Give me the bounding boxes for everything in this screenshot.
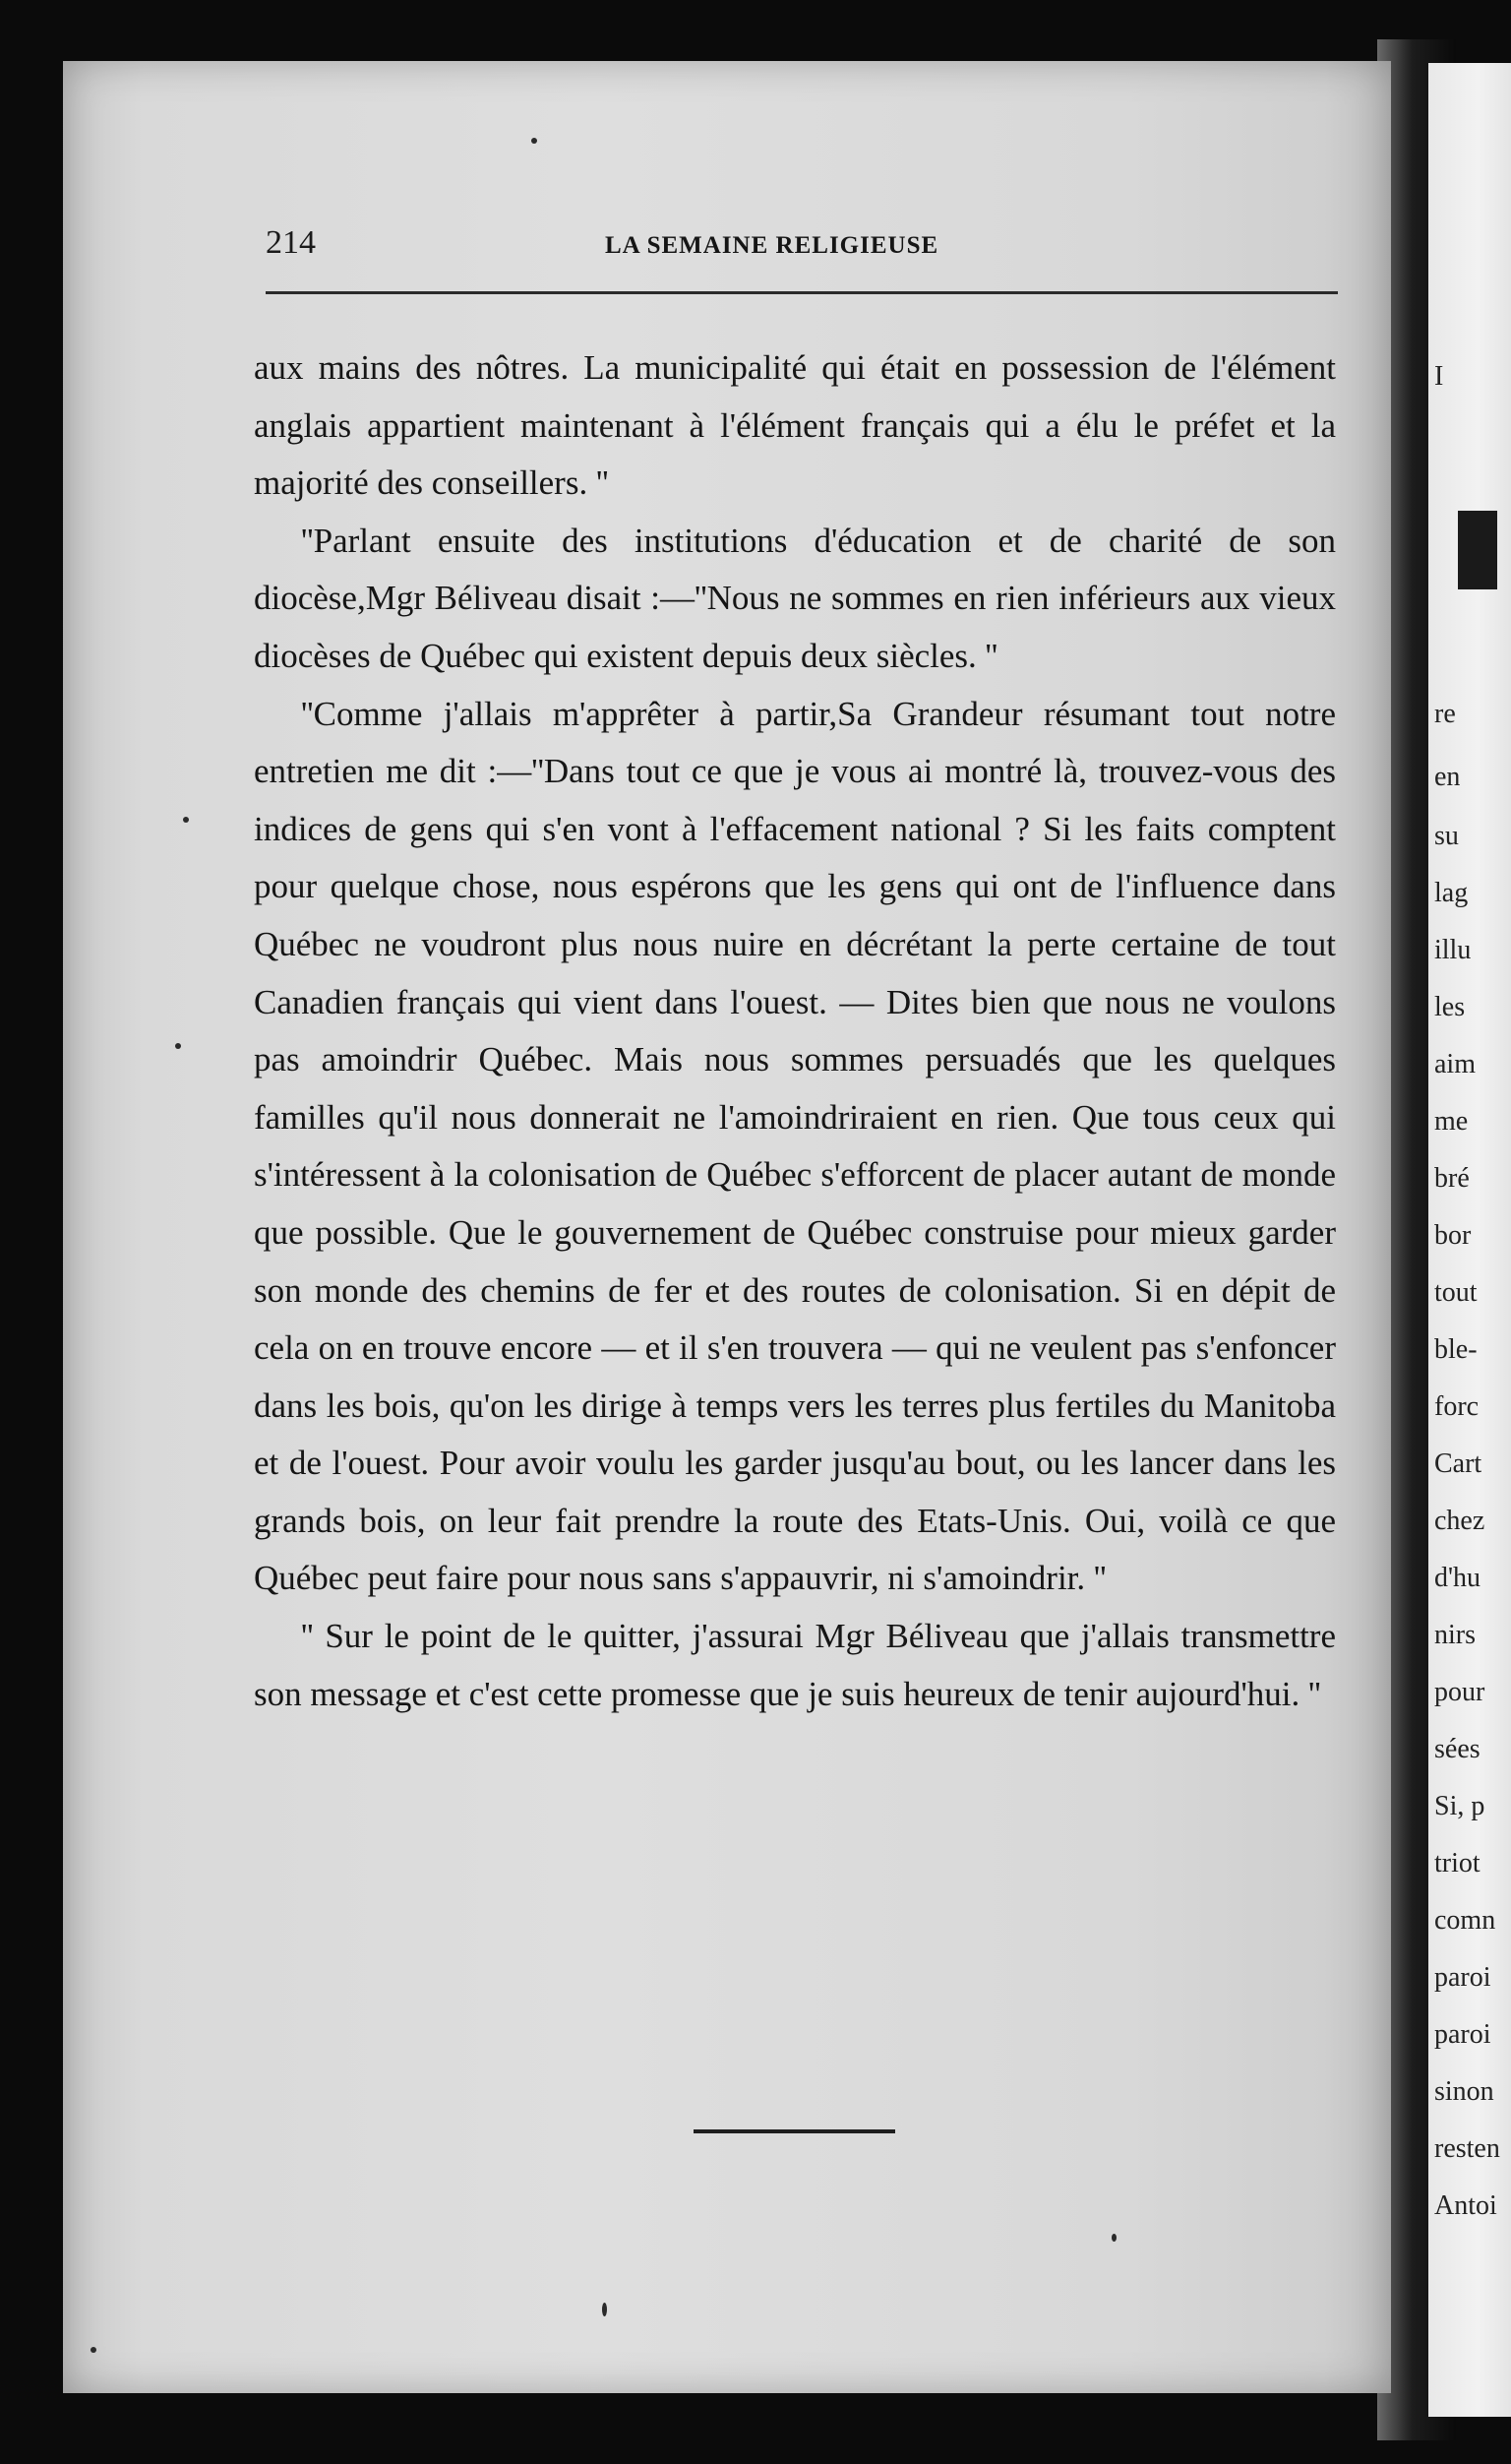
adjacent-fragment: sinon: [1434, 2076, 1494, 2107]
adjacent-fragment: re: [1434, 699, 1456, 729]
adjacent-fragment: aim: [1434, 1049, 1476, 1079]
paragraph: ''Parlant ensuite des institutions d'éducation et de charité de son diocèse,Mgr Béliveau disait :—''Nous ne sommes en rien inférieurs aux vieux diocèses de Québec qui existent depuis deux siècles. '': [254, 521, 1336, 675]
adjacent-fragment: bor: [1434, 1220, 1472, 1251]
adjacent-fragment: su: [1434, 821, 1459, 851]
adjacent-fragment: nirs: [1434, 1620, 1476, 1650]
paragraph: aux mains des nôtres. La municipalité qui était en possession de l'élément anglais appartient maintenant à l'élément français qui a élu le préfet et la majorité des conseillers. '': [254, 348, 1336, 503]
scan-speck: [1112, 2234, 1117, 2242]
body-text: [254, 339, 1336, 1723]
adjacent-fragment: illu: [1434, 935, 1472, 965]
adjacent-fragment: les: [1434, 992, 1466, 1022]
adjacent-fragment: pour: [1434, 1677, 1485, 1707]
end-rule: [694, 2129, 895, 2133]
adjacent-fragment: lag: [1434, 878, 1469, 908]
adjacent-fragment: me: [1434, 1106, 1469, 1137]
adjacent-fragment: comn: [1434, 1905, 1496, 1936]
adjacent-fragment: chez: [1434, 1506, 1485, 1536]
adjacent-fragment: forc: [1434, 1391, 1480, 1422]
running-header: [266, 224, 1338, 264]
adjacent-fragment: Cart: [1434, 1448, 1482, 1479]
scan-speck: [175, 1043, 181, 1049]
adjacent-fragment: bré: [1434, 1163, 1470, 1194]
page-number: 214: [266, 224, 316, 261]
scan-speck: [602, 2303, 607, 2316]
adjacent-fragment: en: [1434, 762, 1461, 792]
running-title: LA SEMAINE RELIGIEUSE: [605, 232, 939, 259]
adjacent-fragment: Antoi: [1434, 2190, 1497, 2221]
paragraph: ''Comme j'allais m'apprêter à partir,Sa Grandeur résumant tout notre entretien me dit :—''Dans tout ce que je vous ai montré là, trouvez-vous des indices de gens qui s'en vont à l'effacement national ? Si les faits comptent pour quelque chose, nous espérons que les gens qui ont de l'influence dans Québec ne voudront plus nous nuire en décrétant la perte certaine de tout Canadien français qui vient dans l'ouest. — Dites bien que nous ne voulons pas amoindrir Québec. Mais nous sommes persuadés que les quelques familles qu'il nous donnerait ne l'amoindriraient en rien. Que tous ceux qui s'intéressent à la colonisation de Québec s'efforcent de placer autant de monde que possible. Que le gouvernement de Québec construise pour mieux garder son monde des chemins de fer et des routes de colonisation. Si en dépit de cela on en trouve encore — et il s'en trouvera — qui ne veulent pas s'enfoncer dans les bois, qu'on les dirige à temps vers les terres plus fertiles du Manitoba et de l'ouest. Pour avoir voulu les garder jusqu'au bout, ou les lancer dans les grands bois, on leur fait prendre la route des Etats-Unis. Oui, voilà ce que Québec peut faire pour nous sans s'appauvrir, ni s'amoindrir. '': [254, 694, 1336, 1598]
header-rule: [266, 291, 1338, 294]
adjacent-fragment: tout: [1434, 1277, 1478, 1308]
adjacent-fragment: resten: [1434, 2133, 1500, 2164]
adjacent-fragment: paroi: [1434, 2019, 1491, 2050]
paragraph: '' Sur le point de le quitter, j'assurai Mgr Béliveau que j'allais transmettre son message et c'est cette promesse que je suis heureux de tenir aujourd'hui. '': [254, 1617, 1336, 1713]
adjacent-fragment: paroi: [1434, 1962, 1491, 1993]
adjacent-fragment: triot: [1434, 1848, 1481, 1879]
adjacent-fragment: d'hu: [1434, 1563, 1481, 1593]
adjacent-fragment: Si, p: [1434, 1791, 1485, 1821]
adjacent-fragment: sées: [1434, 1734, 1481, 1764]
adjacent-fragment: I: [1434, 361, 1444, 392]
scan-speck: [183, 817, 189, 823]
adjacent-page: [1428, 63, 1511, 2417]
scan-speck: [531, 138, 537, 144]
scan-speck: [91, 2347, 96, 2353]
adjacent-ornament: [1458, 511, 1497, 589]
adjacent-fragment: ble-: [1434, 1334, 1478, 1365]
